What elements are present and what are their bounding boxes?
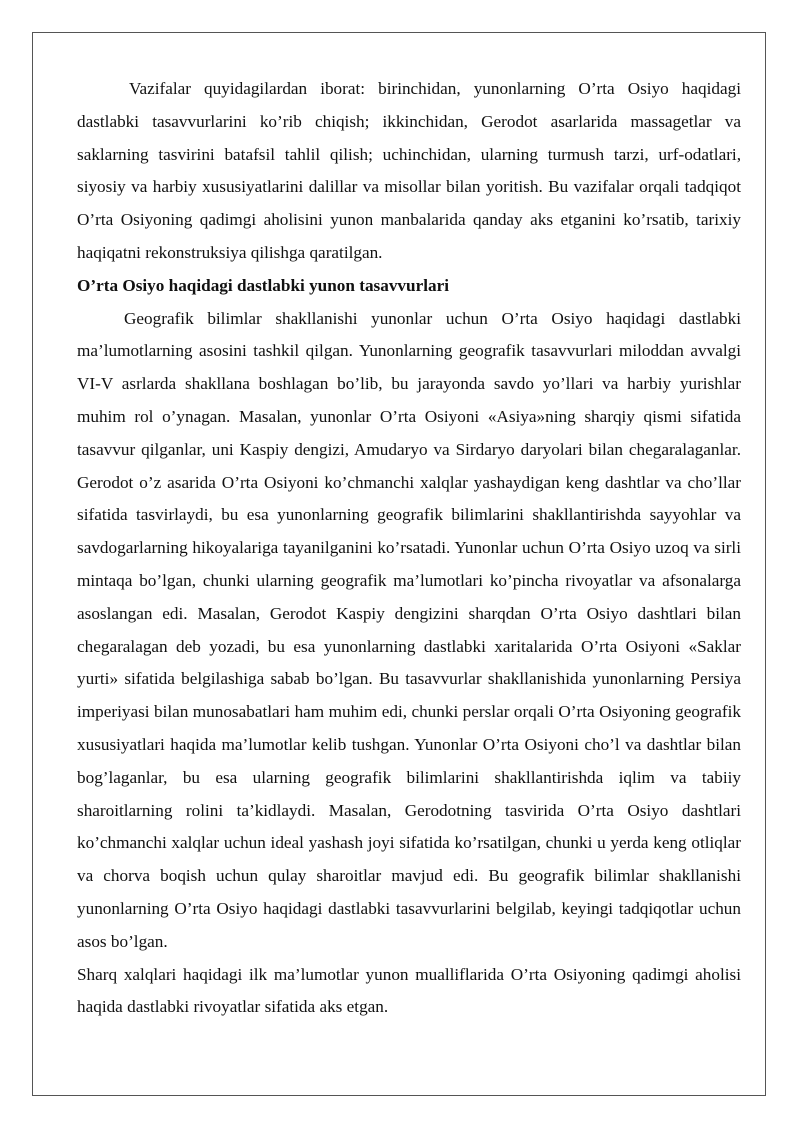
section-heading: O’rta Osiyo haqidagi dastlabki yunon tasavvurlari <box>77 275 449 295</box>
document-body <box>77 73 741 1024</box>
intro-paragraph: Vazifalar quyidagilardan iborat: birinchidan, yunonlarning O’rta Osiyo haqidagi dastlabki tasavvurlarini ko’rib chiqish; ikkinchidan, Gerodot asarlarida massagetlar va saklarning tasvirini batafsil tahlil qilish; uchinchidan, ularning turmush tarzi, urf-odatlari, siyosiy va harbiy xususiyatlarini dalillar va misollar bilan yoritish. Bu vazifalar orqali tadqiqot O’rta Osiyoning qadimgi aholisini yunon manbalarida qanday aks etganini ko’rsatib, tarixiy haqiqatni rekonstruksiya qilishga qaratilgan. <box>77 79 741 262</box>
closing-paragraph: Sharq xalqlari haqidagi ilk ma’lumotlar yunon mualliflarida O’rta Osiyoning qadimgi aholisi haqida dastlabki rivoyatlar sifatida aks etgan. <box>77 964 741 1017</box>
main-paragraph: Geografik bilimlar shakllanishi yunonlar uchun O’rta Osiyo haqidagi dastlabki ma’lumotlarning asosini tashkil qilgan. Yunonlarning geografik tasavvurlari miloddan avvalgi VI-V asrlarda shakllana boshlagan bo’lib, bu jarayonda savdo yo’llari va harbiy yurishlar muhim rol o’ynagan. Masalan, yunonlar O’rta Osiyoni «Asiya»ning sharqiy qismi sifatida tasavvur qilganlar, uni Kaspiy dengizi, Amudaryo va Sirdaryo daryolari bilan chegaralaganlar. Gerodot o’z asarida O’rta Osiyoni ko’chmanchi xalqlar yashaydigan keng dashtlar va cho’llar sifatida tasvirlaydi, bu esa yunonlarning geografik bilimlarini shakllantirishda sayyohlar va savdogarlarning hikoyalariga tayanilganini ko’rsatadi. Yunonlar uchun O’rta Osiyo uzoq va sirli mintaqa bo’lgan, chunki ularning geografik ma’lumotlari ko’pincha rivoyatlar va afsonalarga asoslangan edi. Masalan, Gerodot Kaspiy dengizini sharqdan O’rta Osiyo dashtlari bilan chegaralagan deb yozadi, bu esa yunonlarning dastlabki xaritalarida O’rta Osiyoni «Saklar yurti» sifatida belgilashiga sabab bo’lgan. Bu tasavvurlar shakllanishida yunonlarning Persiya imperiyasi bilan munosabatlari ham muhim edi, chunki perslar orqali O’rta Osiyoning geografik xususiyatlari haqida ma’lumotlar kelib tushgan. Yunonlar O’rta Osiyoni cho’l va dashtlar bilan bog’laganlar, bu esa ularning geografik bilimlarini shakllantirishda iqlim va tabiiy sharoitlarning rolini ta’kidlaydi. Masalan, Gerodotning tasvirida O’rta Osiyo dashtlari ko’chmanchi xalqlar uchun ideal yashash joyi sifatida ko’rsatilgan, chunki u yerda keng otliqlar va chorva boqish uchun qulay sharoitlar mavjud edi. Bu geografik bilimlar shakllanishi yunonlarning O’rta Osiyo haqidagi dastlabki tasavvurlarini belgilab, keyingi tadqiqotlar uchun asos bo’lgan. <box>77 308 741 951</box>
